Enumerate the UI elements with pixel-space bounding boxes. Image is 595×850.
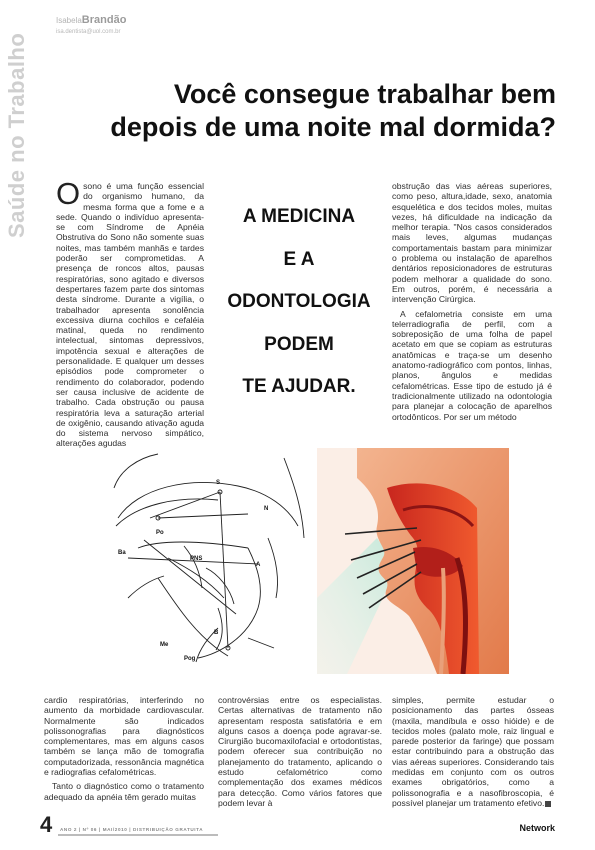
author-first-name: Isabela: [56, 16, 82, 25]
pull-quote-line: TE AJUDAR.: [242, 376, 356, 397]
end-mark-icon: [545, 801, 551, 807]
pull-quote-line: A MEDICINA: [242, 206, 356, 227]
author-name: [56, 14, 126, 26]
article-bottom-column-2: [218, 695, 382, 812]
bottom-column-2-text: controvérsias entre os especialistas. Certas alternativas de tratamento não apresentam resposta satisfatória e em alguns casos a doença pode agravar-se. Cirurgião bucomaxilofacial e ortodontistas, podem oferecer sua contribuição no planejamento do tratamento, aplicando o estudo cefalométrico como complementação dos exames médicos para detecção. Como vários fatores que podem levar à: [218, 695, 382, 808]
article-column-3: [392, 181, 552, 426]
bottom-column-1-paragraph-1: cardio respiratórias, interferindo no aumento da morbidade cardiovascular. Normalmente são indicados polissonografias para diagnósticos complementares, mas em alguns casos também se lança mão de tomografia computadorizada, ressonância magnética e radiografias cefalométricas.: [44, 695, 204, 778]
airway-anatomy-drawing: [317, 448, 509, 674]
bottom-column-1-paragraph-2: Tanto o diagnóstico como o tratamento adequado da apnéia têm gerado muitas: [44, 781, 204, 802]
author-last-name: Brandão: [81, 14, 127, 26]
page-number: 4: [40, 812, 53, 837]
page-footer: [40, 812, 555, 838]
drop-cap: O: [56, 176, 81, 211]
headline-line-1: Você consegue trabalhar bem: [173, 79, 556, 109]
headline: [56, 78, 556, 144]
column-3-paragraph-1: obstrução das vias aéreas superiores, como peso, altura,idade, sexo, anatomia esquelética e dos tecidos moles, muitas vezes, há dificuldade na indicação da melhor terapia. "Nos casos considerados mais leves, algumas mudanças comportamentais bastam para minimizar o problema ou instalação de aparelhos dentários reposicionadores de estruturas podem melhorar a qualidade do sono. Em outros, porém, é necessária a intervenção Cirúrgica.: [392, 181, 552, 305]
pull-quote-line: E A: [283, 248, 315, 270]
article-bottom-column-3: [392, 695, 554, 812]
section-title: Saúde no Trabalho: [4, 32, 29, 238]
article-column-1: [56, 176, 204, 453]
headline-line-2: depois de uma noite mal dormida?: [110, 112, 556, 142]
pull-quote-line: PODEM: [264, 333, 334, 355]
tracing-label: A: [256, 562, 261, 568]
pull-quote: [214, 196, 384, 409]
cephalometric-tracing-drawing: [98, 448, 306, 674]
tracing-label: Me: [160, 642, 169, 648]
column-1-text: sono é uma função essencial do organismo humano, da mesma forma que a fome e a sede. Quando o indivíduo apresenta-se com Síndrome de Apnéia Obstrutiva do Sono não somente suas noites, mas também manhãs e tardes poderão ser comprometidas. A presença de roncos altos, pausas respiratórias, sono agitado e diversos despertares fazem parte dos sintomas desta síndrome. Durante a vigília, o trabalhador apresenta sonolência excessiva diurna cochilos e cefaléia matinal, queda no rendimento intelectual, sintomas depressivos, impotência sexual e alterações de personalidade. E qualquer um desses episódios pode comprometer o rendimento do colaborador, podendo ser causa inclusive de acidente de trabalho. Cada obstrução ou pausa respiratória leva a saturação arterial de oxigênio, causando ativação aguda do sistema nervoso simpático, alterações agudas: [56, 181, 204, 449]
bottom-column-3-text: simples, permite estudar o posicionamento das partes ósseas (maxila, mandíbula e osso hióide) e de tecidos moles (palato mole, raiz lingual e parede posterior da faringe) que possam estar contribuindo para a obstrução das vias aéreas superiores. Considerando tais medidas em conjunto com os outros exames obrigatórios, como a polissonografia e a nasofibroscopia, é possível planejar um tratamento efetivo.: [392, 695, 554, 808]
article-bottom-column-1: [44, 695, 204, 806]
airway-anatomy-illustration: [317, 448, 509, 674]
tracing-label: N: [264, 506, 269, 512]
issue-info: ANO 2 | Nº 06 | MAI/2010 | DISTRIBUIÇÃO GRATUITA: [60, 827, 204, 832]
tracing-label: B: [214, 630, 219, 636]
tracing-label: Ba: [118, 550, 126, 556]
author-email: isa.dentista@uol.com.br: [56, 29, 121, 35]
tracing-label: PNS: [190, 556, 203, 562]
cephalometric-tracing-image: [98, 448, 306, 674]
tracing-label: S: [216, 480, 221, 486]
tracing-label: Pog: [184, 656, 196, 662]
pull-quote-line: ODONTOLOGIA: [227, 291, 371, 312]
brand-logo: Network: [519, 823, 555, 833]
tracing-label: Po: [156, 530, 164, 536]
column-3-paragraph-2: A cefalometria consiste em uma telerradiografia de perfil, com a sobreposição de uma folha de papel acetato em que se copiam as estruturas anatômicas e traça-se um desenho anatomo-radiográfico com pontos, linhas, planos, ângulos e medidas cefalométricas. Esse tipo de estudo já é tradicionalmente utilizado na odontologia para planejar a colocação de aparelhos ortodônticos. Por ser um método: [392, 308, 552, 422]
footer-rule: [58, 834, 218, 836]
